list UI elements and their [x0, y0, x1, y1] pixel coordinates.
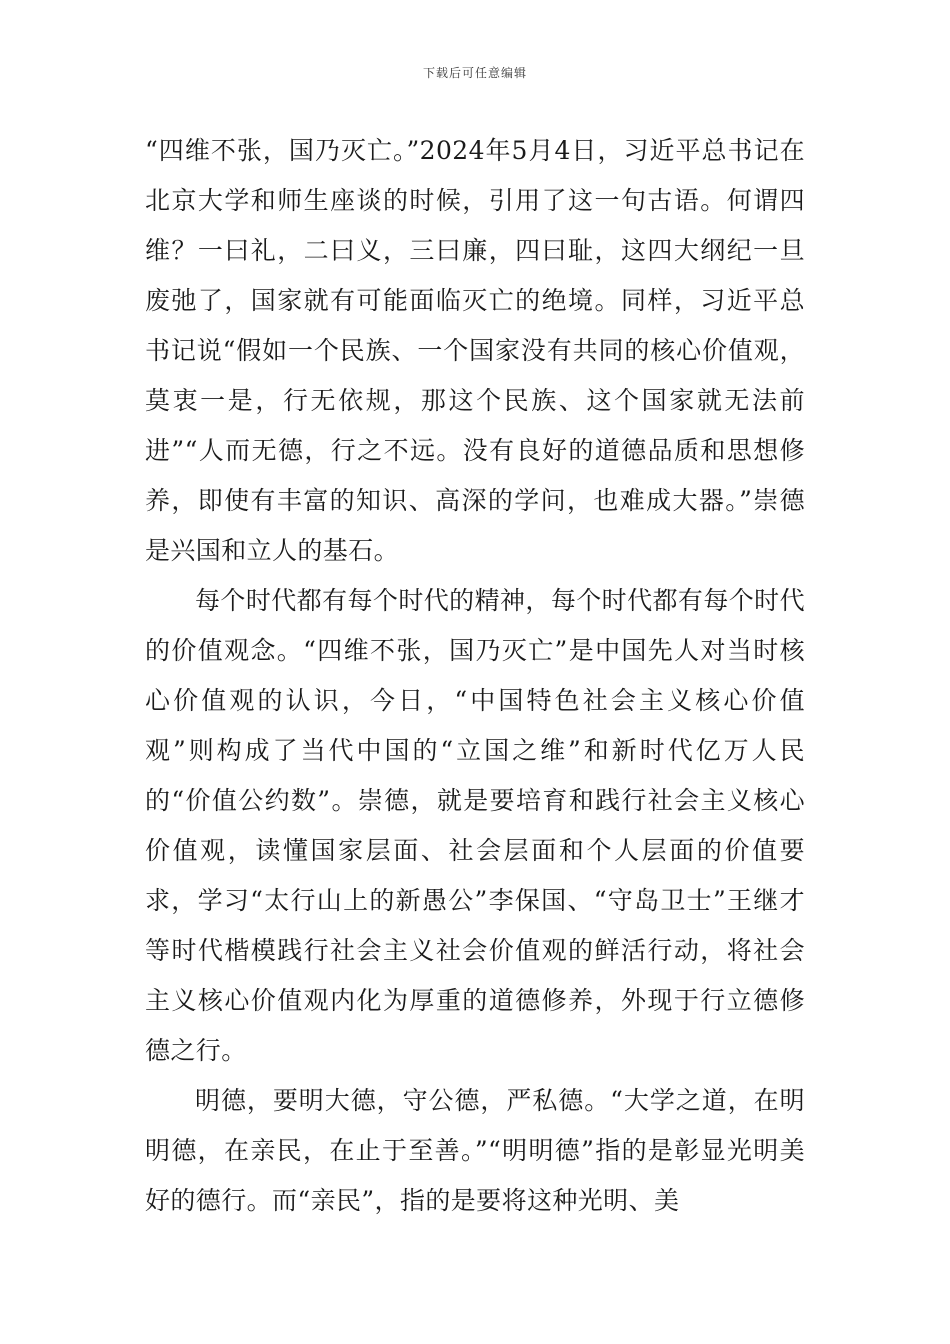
paragraph-2: 每个时代都有每个时代的精神，每个时代都有每个时代的价值观念。“四维不张，国乃灭亡”是中国先人对当时核心价值观的认识，今日，“中国特色社会主义核心价值观”则构成了当代中国的“立国之维”和新时代亿万人民的“价值公约数”。崇德，就是要培育和践行社会主义核心价值观，读懂国家层面、社会层面和个人层面的价值要求，学习“太行山上的新愚公”李保国、“守岛卫士”王继才等时代楷模践行社会主义社会价值观的鲜活行动，将社会主义核心价值观内化为厚重的道德修养，外现于行立德修德之行。	[145, 586, 805, 1065]
document-body	[145, 126, 805, 1226]
page-header-note: 下载后可任意编辑	[422, 66, 527, 80]
paragraph-1: “四维不张，国乃灭亡。”2024年5月4日，习近平总书记在北京大学和师生座谈的时候，引用了这一句古语。何谓四维？一曰礼，二曰义，三曰廉，四曰耻，这四大纲纪一旦废弛了，国家就有可能面临灭亡的绝境。同样，习近平总书记说“假如一个民族、一个国家没有共同的核心价值观，莫衷一是，行无依规，那这个民族、这个国家就无法前进”“人而无德，行之不远。没有良好的道德品质和思想修养，即使有丰富的知识、高深的学问，也难成大器。”崇德是兴国和立人的基石。	[145, 136, 805, 565]
paragraph-3: 明德，要明大德，守公德，严私德。“大学之道，在明明德，在亲民，在止于至善。”“明明德”指的是彰显光明美好的德行。而“亲民”，指的是要将这种光明、美	[145, 1086, 805, 1215]
